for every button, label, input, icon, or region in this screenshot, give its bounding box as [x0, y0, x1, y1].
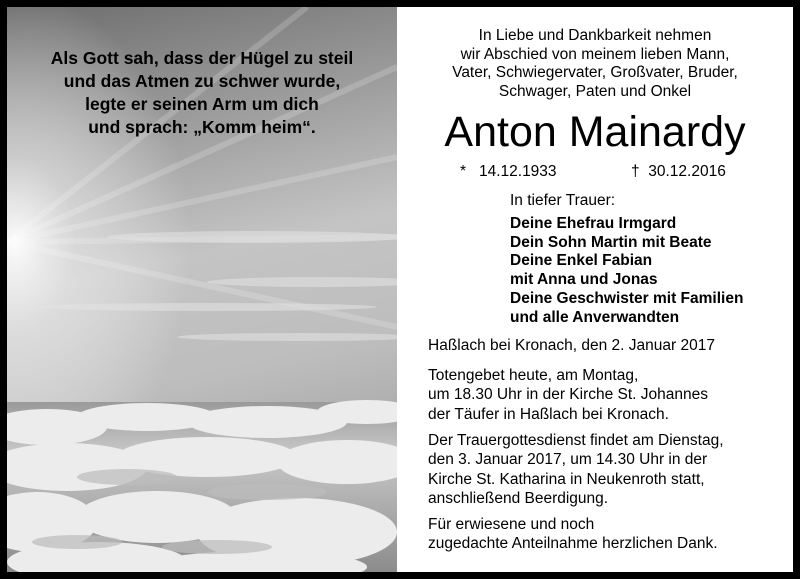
mourner-line: und alle Anverwandten: [510, 308, 680, 326]
death-date-value: 30.12.2016: [648, 163, 726, 180]
life-dates: [397, 163, 793, 183]
intro-line: In Liebe und Dankbarkeit nehmen: [478, 27, 712, 44]
mourner-line: Deine Enkel Fabian: [510, 252, 653, 270]
mourner-line: Deine Ehefrau Irmgard: [510, 215, 677, 232]
mourner-line: Dein Sohn Martin mit Beate: [510, 233, 712, 251]
thanks-line: Für erwiesene und noch: [428, 516, 595, 533]
mass-line: Kirche St. Katharina in Neukenroth statt,: [428, 470, 705, 488]
farewell-intro: [397, 27, 793, 101]
mourning-heading: In tiefer Trauer:: [510, 192, 616, 209]
cross-icon: †: [631, 163, 640, 180]
quote-line: und das Atmen zu schwer wurde,: [63, 71, 341, 91]
intro-line: Vater, Schwiegervater, Großvater, Bruder,: [452, 64, 738, 81]
prayer-service: [428, 366, 708, 424]
notice-text: [397, 7, 793, 572]
thanks-note: [428, 515, 718, 554]
birth-symbol: *: [460, 163, 467, 180]
mass-line: den 3. Januar 2017, um 14.30 Uhr in der: [428, 451, 708, 469]
quote-line: legte er seinen Arm um dich: [85, 94, 319, 114]
quote-line: Als Gott sah, dass der Hügel zu steil: [50, 48, 354, 68]
quote-line: und sprach: „Komm heim“.: [88, 117, 316, 137]
intro-line: Schwager, Paten und Onkel: [498, 82, 692, 100]
mass-line: Der Trauergottesdienst findet am Dienstag,: [428, 432, 724, 449]
intro-line: wir Abschied von meinem lieben Mann,: [460, 45, 730, 63]
mourner-line: mit Anna und Jonas: [510, 271, 658, 289]
mass-line: anschließend Beerdigung.: [428, 489, 609, 507]
prayer-line: Totengebet heute, am Montag,: [428, 367, 639, 384]
thanks-line: zugedachte Anteilnahme herzlichen Dank.: [428, 535, 718, 553]
deceased-name: Anton Mainardy: [444, 108, 746, 156]
consolation-quote: [27, 47, 377, 139]
prayer-line: der Täufer in Haßlach bei Kronach.: [428, 405, 669, 423]
sky-clouds-image: [7, 7, 397, 572]
funeral-mass: [428, 431, 724, 508]
mourner-line: Deine Geschwister mit Familien: [510, 289, 744, 307]
mourners-list: [510, 215, 743, 327]
obituary-notice: [7, 7, 793, 572]
prayer-line: um 18.30 Uhr in der Kirche St. Johannes: [428, 386, 709, 404]
birth-date: [460, 163, 557, 181]
death-date: [631, 163, 726, 181]
place-date-line: Haßlach bei Kronach, den 2. Januar 2017: [428, 337, 715, 354]
birth-date-value: 14.12.1933: [478, 163, 557, 180]
place-and-date: [428, 336, 715, 355]
